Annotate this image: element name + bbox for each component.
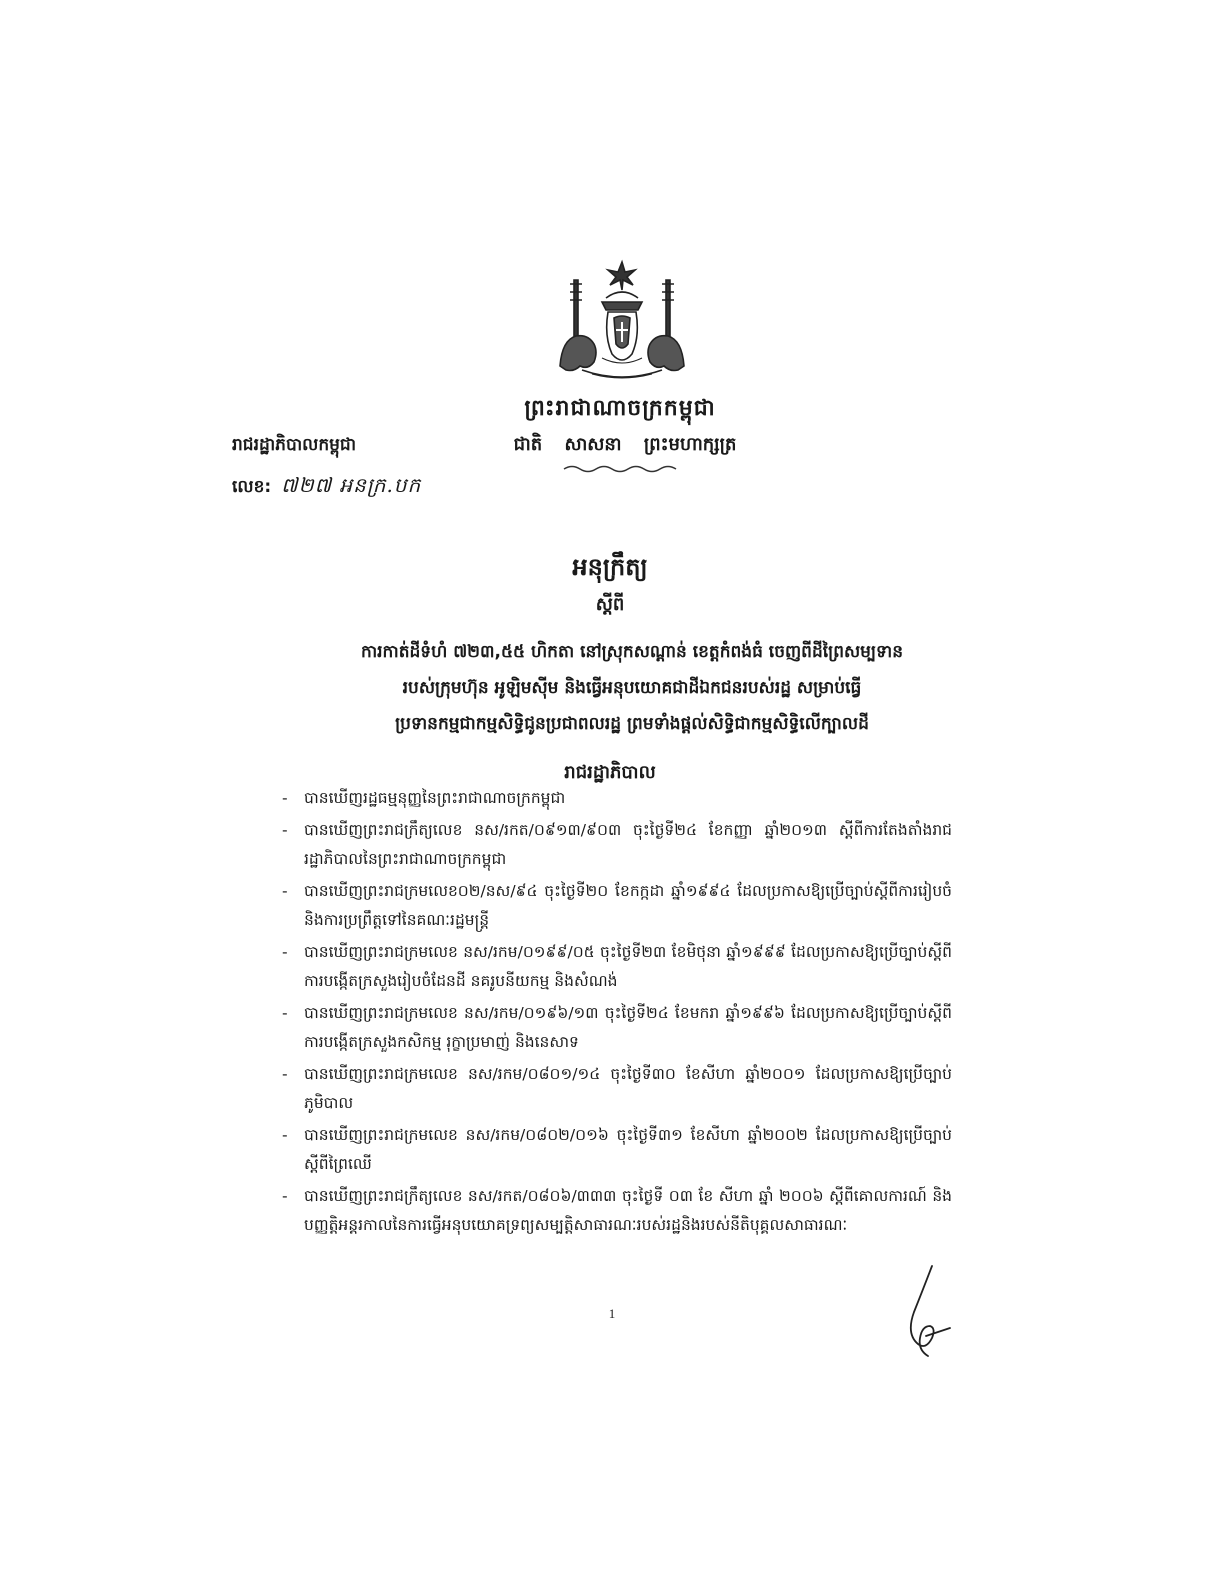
list-item: - បានឃើញព្រះរាជក្រមលេខ នស/រកម/០១៩៩/០៥ ចុះថ្ងៃទី២៣ ខែមិថុនា ឆ្នាំ១៩៩៩ ដែលប្រកាសឱ្យប្រើច្បាប់ស្តីពីការបង្កើតក្រសួងរៀបចំដែនដី នគរូបនីយកម្ម និងសំណង់	[282, 943, 952, 990]
list-item: - បានឃើញព្រះរាជក្រមលេខ០២/នស/៩៤ ចុះថ្ងៃទី២០ ខែកក្កដា ឆ្នាំ១៩៩៤ ដែលប្រកាសឱ្យប្រើច្បាប់ស្តីពីការរៀបចំនិងការប្រព្រឹត្តទៅនៃគណៈរដ្ឋមន្ត្រី	[282, 882, 952, 929]
reference-number-line	[232, 472, 421, 502]
clause-text: បានឃើញព្រះរាជក្រមលេខ០២/នស/៩៤ ចុះថ្ងៃទី២០ ខែកក្កដា ឆ្នាំ១៩៩៤ ដែលប្រកាសឱ្យប្រើច្បាប់ស្តីពីការរៀបចំនិងការប្រព្រឹត្តទៅនៃគណៈរដ្ឋមន្ត្រី	[304, 882, 952, 929]
legal-basis-list	[282, 784, 952, 1243]
clause-text: បានឃើញព្រះរាជក្រមលេខ នស/រកម/០៨០២/០១៦ ចុះថ្ងៃទី៣១ ខែសីហា ឆ្នាំ២០០២ ដែលប្រកាសឱ្យប្រើច្បាប់ស្តីពីព្រៃឈើ	[304, 1126, 952, 1173]
list-item: - បានឃើញព្រះរាជក្រមលេខ នស/រកម/០៨០២/០១៦ ចុះថ្ងៃទី៣១ ខែសីហា ឆ្នាំ២០០២ ដែលប្រកាសឱ្យប្រើច្បាប់ស្តីពីព្រៃឈើ	[282, 1126, 952, 1173]
clause-text: បានឃើញរដ្ឋធម្មនុញ្ញនៃព្រះរាជាណាចក្រកម្ពុជា	[304, 789, 566, 807]
list-item: - បានឃើញរដ្ឋធម្មនុញ្ញនៃព្រះរាជាណាចក្រកម្ពុជា	[282, 789, 566, 807]
reference-number: ៧២៧ អនក្រ.បក	[281, 473, 422, 497]
page-number: 1	[608, 1306, 616, 1321]
issuing-authority-heading: រាជរដ្ឋាភិបាល	[564, 762, 656, 783]
title-line: ប្រទានកម្មជាកម្មសិទ្ធិជូនប្រជាពលរដ្ឋ ព្រមទាំងផ្តល់សិទ្ធិជាកម្មសិទ្ធិលើក្បាលដី	[395, 714, 869, 734]
title-line: ការកាត់ដីទំហំ ៧២៣,៥៥ ហិកតា នៅស្រុកសណ្តាន់ ខេត្តកំពង់ធំ ចេញពីដីព្រៃសម្បទាន	[360, 642, 904, 662]
clause-text: បានឃើញព្រះរាជក្រមលេខ នស/រកម/០១៩៩/០៥ ចុះថ្ងៃទី២៣ ខែមិថុនា ឆ្នាំ១៩៩៩ ដែលប្រកាសឱ្យប្រើច្បាប់ស្តីពីការបង្កើតក្រសួងរៀបចំដែនដី នគរូបនីយកម្ម និងសំណង់	[304, 943, 952, 990]
clause-text: បានឃើញព្រះរាជក្រមលេខ នស/រកម/០៨០១/១៤ ចុះថ្ងៃទី៣០ ខែសីហា ឆ្នាំ២០០១ ដែលប្រកាសឱ្យប្រើច្បាប់ភូមិបាល	[304, 1065, 952, 1112]
ornament-divider-icon	[560, 464, 680, 474]
royal-coat-of-arms-emblem	[552, 258, 692, 386]
clause-text: បានឃើញព្រះរាជក្រឹត្យលេខ នស/រកត/០៨០៦/៣៣៣ ចុះថ្ងៃទី ០៣ ខែ សីហា ឆ្នាំ ២០០៦ ស្តីពីគោលការណ៍ និងបញ្ញត្តិអន្តរកាលនៃការធ្វើអនុបយោគទ្រព្យសម្បត្តិសាធារណៈរបស់រដ្ឋនិងរបស់នីតិបុគ្គលសាធារណៈ	[304, 1187, 952, 1234]
list-item: - បានឃើញព្រះរាជក្រឹត្យលេខ នស/រកត/០៩១៣/៩០៣ ចុះថ្ងៃទី២៤ ខែកញ្ញា ឆ្នាំ២០១៣ ស្តីពីការតែងតាំងរាជរដ្ឋាភិបាលនៃព្រះរាជាណាចក្រកម្ពុជា	[282, 821, 952, 868]
document-title	[292, 634, 972, 742]
clause-text: បានឃើញព្រះរាជក្រឹត្យលេខ នស/រកត/០៩១៣/៩០៣ ចុះថ្ងៃទី២៤ ខែកញ្ញា ឆ្នាំ២០១៣ ស្តីពីការតែងតាំងរាជរដ្ឋាភិបាលនៃព្រះរាជាណាចក្រកម្ពុជា	[304, 821, 952, 868]
list-item: - បានឃើញព្រះរាជក្រឹត្យលេខ នស/រកត/០៨០៦/៣៣៣ ចុះថ្ងៃទី ០៣ ខែ សីហា ឆ្នាំ ២០០៦ ស្តីពីគោលការណ៍ និងបញ្ញត្តិអន្តរកាលនៃការធ្វើអនុបយោគទ្រព្យសម្បត្តិសាធារណៈរបស់រដ្ឋនិងរបស់នីតិបុគ្គលសាធារណៈ	[282, 1187, 952, 1234]
title-line: របស់ក្រុមហ៊ុន អូឡិមស៊ីម និងធ្វើអនុបយោគជាដីឯកជនរបស់រដ្ឋ សម្រាប់ធ្វើ	[402, 678, 862, 698]
reference-label: លេខ:	[232, 477, 272, 497]
document-type: អនុក្រឹត្យ	[572, 553, 648, 581]
handwritten-signature-icon	[892, 1262, 956, 1360]
national-motto: ជាតិ សាសនា ព្រះមហាក្សត្រ	[513, 434, 737, 455]
list-item: - បានឃើញព្រះរាជក្រមលេខ នស/រកម/០៨០១/១៤ ចុះថ្ងៃទី៣០ ខែសីហា ឆ្នាំ២០០១ ដែលប្រកាសឱ្យប្រើច្បាប់ភូមិបាល	[282, 1065, 952, 1112]
document-about: ស្តីពី	[595, 594, 625, 615]
list-item: - បានឃើញព្រះរាជក្រមលេខ នស/រកម/០១៩៦/១៣ ចុះថ្ងៃទី២៤ ខែមករា ឆ្នាំ១៩៩៦ ដែលប្រកាសឱ្យប្រើច្បាប់ស្តីពីការបង្កើតក្រសួងកសិកម្ម រុក្ខាប្រមាញ់ និងនេសាទ	[282, 1004, 952, 1051]
issuing-government: រាជរដ្ឋាភិបាលកម្ពុជា	[232, 435, 357, 455]
kingdom-name: ព្រះរាជាណាចក្រកម្ពុជា	[524, 396, 716, 421]
clause-text: បានឃើញព្រះរាជក្រមលេខ នស/រកម/០១៩៦/១៣ ចុះថ្ងៃទី២៤ ខែមករា ឆ្នាំ១៩៩៦ ដែលប្រកាសឱ្យប្រើច្បាប់ស្តីពីការបង្កើតក្រសួងកសិកម្ម រុក្ខាប្រមាញ់ និងនេសាទ	[304, 1004, 952, 1051]
